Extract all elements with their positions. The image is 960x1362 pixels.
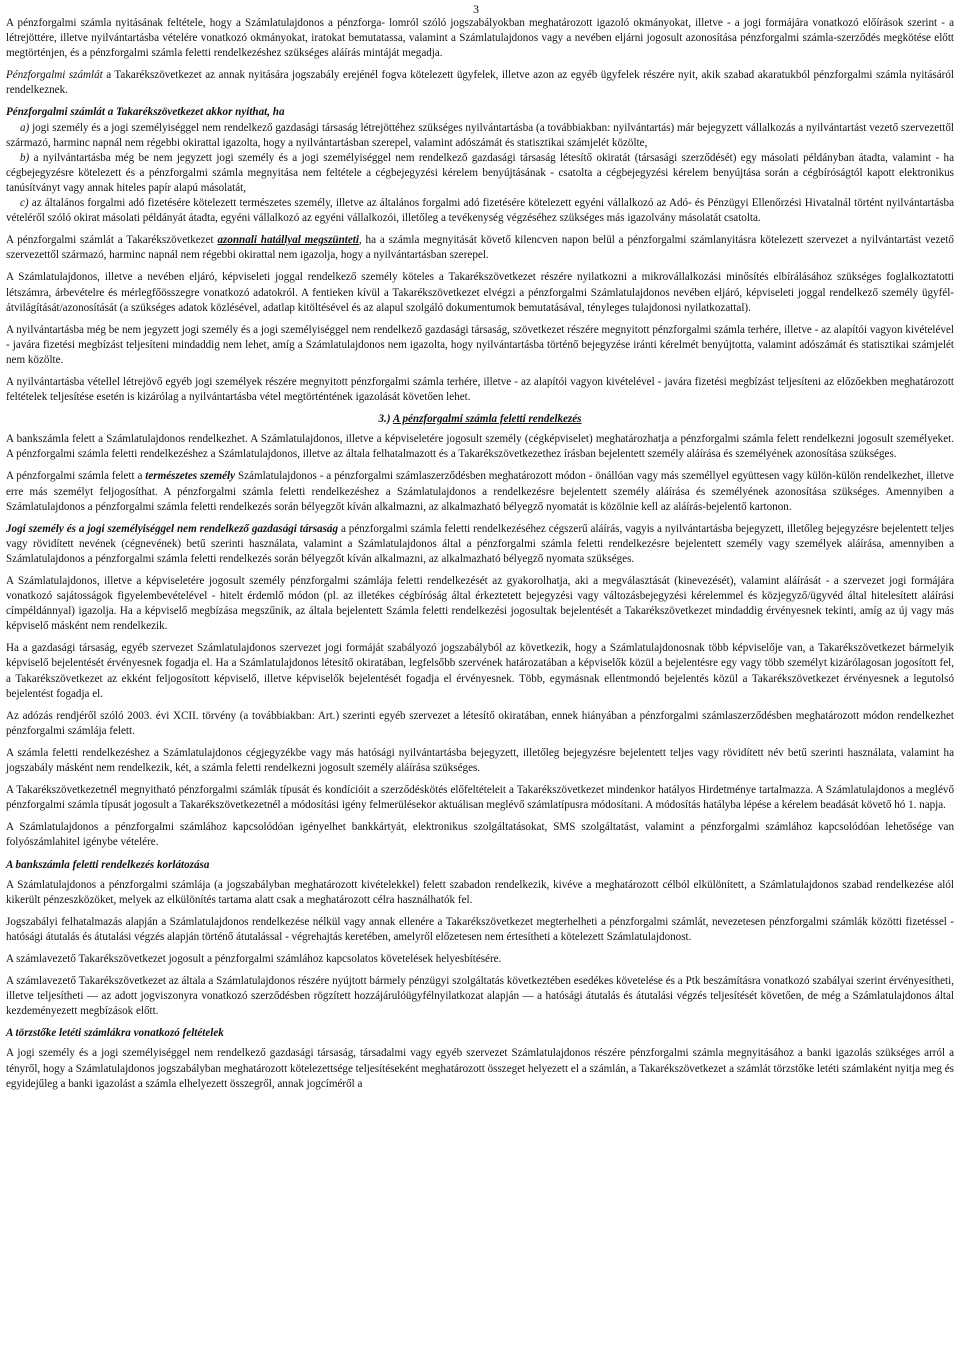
paragraph	[6, 915, 954, 945]
text-run: Jogszabályi felhatalmazás alapján a Számlatulajdonos rendelkezése nélkül vagy annak ellenére a Takarékszövetkezet megterhelheti a pénzforgalmi számlát, nevezetesen pénzforgalmi számlák közötti fizetéssel - hatósági átutalás és átutalási végzés alapján történő átutalással - végrehajtás keretében, amelyről előzetesen nem értesítheti a kötelezett Számlatulajdonost.	[6, 915, 954, 943]
text-run: azonnali hatállyal megszünteti	[217, 234, 359, 247]
paragraph	[6, 16, 954, 61]
text-run: az általános forgalmi adó fizetésére kötelezett természetes személy, illetve az általános forgalmi adó fizetésére kötelezett egyéni vállalkozó az Adó- és Pénzügyi Ellenőrzési Hivatalnál történt nyilvántartásba vételéről szóló okirat másolati példányát átadta, egyéni vállalkozó az egyéni vállalkozói, illetőleg a tevékenység végzéséhez szükséges más igazolvány másolatát csatolta.	[6, 197, 954, 225]
text-run: A Takarékszövetkezetnél megnyitható pénzforgalmi számlák típusát és kondícióit a szerződéskötés előfeltételeit a Takarékszövetkezet mindenkor hatályos Hirdetménye tartalmazza. A Számlatulajdonos a meglévő pénzforgalmi számla típusát jogosult a Takarékszövetkezetnél a módosítási igény felmerülésekor aktuálisan meglévő számlatípusra módosítani. A módosítás hatályba lépése a kérelem beadását követő hó 1. napja.	[6, 784, 954, 812]
text-run: A pénzforgalmi számla felett a	[6, 470, 146, 483]
text-run: Az adózás rendjéről szóló 2003. évi XCII. törvény (a továbbiakban: Art.) szerinti egyéb szervezet a létesítő okiratában, ennek hiányában a pénzforgalmi számlaszerződésben meghatározott módon rendelkezhet pénzforgalmi számlája felett.	[6, 709, 954, 737]
text-run: a Takarékszövetkezet az annak nyitására jogszabály erejénél fogva kötelezett ügyfelek, illetve azon az egyéb ügyfelek részére nyit, akik szabad akaratukból pénzforgalmi számla nyitásáról rendelkeznek.	[6, 69, 954, 97]
text-run: Pénzforgalmi számlát a Takarékszövetkezet akkor nyithat, ha	[6, 106, 285, 119]
page-number: 3	[473, 2, 479, 16]
text-run: A Számlatulajdonos, illetve a nevében eljáró, képviseleti joggal rendelkező személy köteles a Takarékszövetkezet részére nyilatkozni a mikrovállalkozási minősítés elbírálásához szükséges foglalkoztatotti létszámra, árbevételre és mérlegfőösszegre vonatkozó adatokról. A fentieken kívül a Takarékszövetkezet elvégzi a pénzforgalmi Számlatulajdonos nevében eljáró, képviseleti joggal rendelkező személy ügyfél-átvilágítását/azonosítását (a szükséges adatok közlésével, adatlap kitöltésével és az alapul szolgáló dokumentumok bemutatásával, tényleges tulajdonosi nyilatkozattal).	[6, 271, 954, 314]
text-run: Pénzforgalmi számlát	[6, 69, 103, 82]
paragraph	[6, 432, 954, 462]
section-number: 3.)	[378, 413, 393, 426]
text-run: , ha a számla megnyitását követő kilencven napon belül a pénzforgalmi számlanyitásra kötelezett szervezet a nyilvántartást vezető szervezettől származó, harminc napnál nem régebbi okirattal nem igazolja, hogy a nyilvántartásban szerepel.	[6, 234, 954, 262]
text-run: természetes személy	[145, 470, 236, 483]
text-run: jogi személy és a jogi személyiséggel nem rendelkező gazdasági társaság létrejöttéhez szükséges nyilvántartásba (a továbbiakban: nyilvántartás) már bejegyzett vállalkozás a nyilvántartást vezető szervezettől származó, harminc napnál nem régebbi okirattal igazolta, hogy a nyilvántartásban szerepel, valamint adószámát és statisztikai számjelét közölte,	[6, 121, 954, 149]
paragraph	[6, 375, 954, 405]
text-run: A számla feletti rendelkezéshez a Számlatulajdonos cégjegyzékbe vagy más hatósági nyilvántartásba bejegyzett, illetőleg bejegyzésre bejelentett teljes vagy rövidített név betű szerinti használata, valamint ha jogszabály másként nem rendelkezik, két, a számla feletti rendelkezni jogosult személy aláírása szükséges.	[6, 746, 954, 775]
text-run: A pénzforgalmi számla nyitásának feltétele, hogy a Számlatulajdonos a pénzforga- lomról szóló jogszabályokban meghatározott igazoló okmányokat, illetve - a jogi formájára vonatkozó előírások szerint - a létrejöttére, illetve nyilvántartásba vételére vonatkozó okmányokat, iratokat bemutatassa, valamint a Számlatulajdonos vagy a nevében eljárni jogosult azonosítása pénzforgalmi számla-szerződés megkötése előtt megtörténjen, és a pénzforgalmi számla feletti rendelkezéshez szükséges aláírás mintáját megadja.	[6, 17, 954, 60]
text-run: A bankszámla felett a Számlatulajdonos rendelkezhet. A Számlatulajdonos, illetve a képviseletére jogosult személy (cégképviselet) meghatározhatja a pénzforgalmi számla felett rendelkezni jogosult személyeket. A pénzforgalmi számla feletti rendelkezéshez a Számlatulajdonos, illetve az általa felhatalmazott és a Takarékszövetkezethez írásban bejelentett személy aláírása és személyének azonosítása szükséges.	[6, 433, 954, 461]
section-title: A pénzforgalmi számla feletti rendelkezés	[392, 413, 582, 426]
paragraph	[6, 469, 954, 514]
text-run: Jogi személy és a jogi személyiséggel nem rendelkező gazdasági társaság	[6, 522, 339, 535]
text-run: Számlatulajdonos - a pénzforgalmi számlaszerződésben meghatározott módon - önállóan vagy más személlyel együttesen vagy külön-külön rendelkezhet, illetve erre más személyt feljogosíthat. A pénzforgalmi számla feletti rendelkezéshez a Számlatulajdonos a rendelkezésre bejelentett személy aláírása és személyének azonosítása szükséges. Amennyiben a Számlatulajdonos a pénzforgalmi számla feletti rendelkezés során bélyegzőt kíván alkalmazni, az alkalmazható bélyegző nyomatát is közölnie kell az aláírás-bejelentő kartonon.	[6, 470, 954, 513]
document-body	[6, 4, 954, 1092]
paragraph	[6, 820, 954, 850]
paragraph	[6, 709, 954, 739]
paragraph	[6, 574, 954, 634]
paragraph	[6, 746, 954, 776]
paragraph	[6, 641, 954, 701]
paragraph	[6, 105, 954, 120]
paragraph	[6, 878, 954, 908]
text-run: Ha a gazdasági társaság, egyéb szervezet Számlatulajdonos szervezet jogi formáját szabályozó jogszabályból az következik, hogy a Számlatulajdonosnak több képviselője van, a Takarékszövetkezet bármelyik képviselő bejelentését érvényesnek fogadja el. Ha a Számlatulajdonos létesítő okiratában, legfelsőbb szervének határozatában a képviselők közül a bejelentésre egy vagy több személyt kizárólagosan jogosított fel, a Takarékszövetkezet az ekként feljogosított képviselő, illetve képviselők bejelentését fogadja el érvényesnek. Több, egymásnak ellentmondó bejelentés közül a Takarékszövetkezet érvényesnek a legutolsó bejelentést fogadja el.	[6, 642, 954, 700]
text-run: A Számlatulajdonos, illetve a képviseletére jogosult személy pénzforgalmi számlája feletti rendelkezését az gyakorolhatja, aki a megválasztását (kinevezését), valamint aláírását - a szervezet jogi formájára vonatkozó sajátosságok figyelembevételével - hitelt érdemlő módon (pl. az illetékes cégbíróság által érkeztetett bejegyzési vagy változásbejegyzési kérelemmel és közjegyző/ügyvéd által hitelesített aláírási címpéldánnyal) igazolja. Ha a képviselő megbízása megszűnik, az általa bejelentett Számla feletti rendelkezési jogosultak bejelentését a Takarékszövetkezet mindaddig érvényesnek tekinti, amíg az új vagy más képviselő másként nem rendelkezik.	[6, 575, 954, 633]
paragraph	[6, 974, 954, 1019]
section-heading	[6, 412, 954, 427]
text-run: b)	[20, 151, 30, 164]
text-run: A nyilvántartásba vétellel létrejövő egyéb jogi személyek részére megnyitott pénzforgalmi számla terhére, illetve - az alapítói vagyon kivételével - javára fizetési megbízást teljesíteni az előzőekben meghatározott feltételek teljesítése esetén is kizárólag a nyilvántartásba vétel megtörténtének igazolását követően lehet.	[6, 375, 954, 404]
paragraph	[6, 952, 954, 967]
text-run: a pénzforgalmi számla feletti rendelkezéséhez cégszerű aláírás, vagyis a nyilvántartásba bejegyzett, illetőleg bejegyzésre bejelentett teljes vagy rövidített nevének (cégnevének) betű szerinti használata, valamint a Számlatulajdonos által a pénzforgalmi számla feletti rendelkezésre bejelentett személy vagy személyek aláírása, amennyiben a Számlatulajdonos a pénzforgalmi számla feletti rendelkezés során bélyegzőt kíván alkalmazni, az alkalmazható bélyegző nyomata szükséges.	[6, 522, 954, 565]
paragraph	[6, 323, 954, 368]
text-run: a nyilvántartásba még be nem jegyzett jogi személy és a jogi személyiséggel nem rendelkező gazdasági társaság létesítő okiratát (társasági szerződését) egy másolati példányban átadta, valamint - ha cégbejegyzésre kötelezett és a pénzforgalmi számla megnyitása nem feltétele a cégbejegyzési kérelem benyújtásának - csatolta a cégbejegyzési kérelem benyújtása során a cégbíróságtól kapott elektronikus tanúsítványt vagy annak hiteles papír alapú másolatát,	[6, 151, 954, 194]
subsection-heading: A törzstőke letéti számlákra vonatkozó feltételek	[6, 1027, 224, 1040]
paragraph	[6, 151, 954, 196]
text-run: A számlavezető Takarékszövetkezet az általa a Számlatulajdonos részére nyújtott bármely pénzügyi szolgáltatás következtében esedékes követelése és a Ptk beszámításra vonatkozó szabályai szerint érvényesítheti, illetve teljesítheti — az adott jogviszonyra vonatkozó szerződésben rögzített hozzájárulóügyfélnyilatkozat alapján — a hatósági átutalás és átutalási végzés teljesítését követően, de még a Számlatulajdonos által kezdeményezett megbízások előtt.	[6, 975, 954, 1018]
text-run: A számlavezető Takarékszövetkezet jogosult a pénzforgalmi számlához kapcsolatos követelések helyesbítésére.	[6, 952, 502, 965]
text-run: A jogi személy és a jogi személyiséggel nem rendelkező gazdasági társaság, társadalmi vagy egyéb szervezet Számlatulajdonos részére pénzforgalmi számla megnyitásához a banki igazolás szükséges arról a tényről, hogy a Számlatulajdonos jogszabályban meghatározott kötelezettsége teljesítéseként meghatározott összeget helyezett el a számlán, a Takarékszövetkezet a számlát törzstőke letéti számlaként nyitja meg és egyidejűleg a banki igazolást a számla elhelyezett összegről, annak jogcíméről a	[6, 1047, 954, 1090]
paragraph	[6, 1046, 954, 1091]
paragraph	[6, 68, 954, 98]
paragraph	[6, 233, 954, 263]
text-run: A Számlatulajdonos a pénzforgalmi számlája (a jogszabályban meghatározott kivételekkel) felett szabadon rendelkezik, kivéve a meghatározott célból elkülönített, a Számlatulajdonos szabad rendelkezése alól kikerült pénzeszközöket, melyek az elkülönítés tartama alatt csak a meghatározott célra használhatók fel.	[6, 878, 954, 906]
paragraph	[6, 196, 954, 226]
paragraph	[6, 121, 954, 151]
text-run: c)	[20, 197, 29, 210]
text-run: A nyilvántartásba még be nem jegyzett jogi személy és a jogi személyiséggel nem rendelkező gazdasági társaság, szövetkezet részére megnyitott pénzforgalmi számla terhére, illetve - az alapítói vagyon kivételével - javára fizetési megbízást teljesíteni mindaddig nem lehet, amíg a Számlatulajdonos nem igazolta, hogy nyilvántartásba történő bejegyzése iránti kérelmét benyújtotta, valamint adószámát és statisztikai számjelét nem közölte.	[6, 323, 954, 366]
paragraph	[6, 783, 954, 813]
subsection-heading: A bankszámla feletti rendelkezés korlátozása	[6, 858, 210, 871]
paragraph	[6, 270, 954, 315]
text-run: A Számlatulajdonos a pénzforgalmi számlához kapcsolódóan igényelhet bankkártyát, elektronikus szolgáltatásokat, SMS szolgáltatást, valamint a pénzforgalmi számlához kapcsolódóan lehetősége van folyószámlahitel igénybe vételére.	[6, 821, 954, 849]
text-run: A pénzforgalmi számlát a Takarékszövetkezet	[6, 234, 218, 247]
paragraph	[6, 522, 954, 567]
text-run: a)	[20, 121, 30, 134]
